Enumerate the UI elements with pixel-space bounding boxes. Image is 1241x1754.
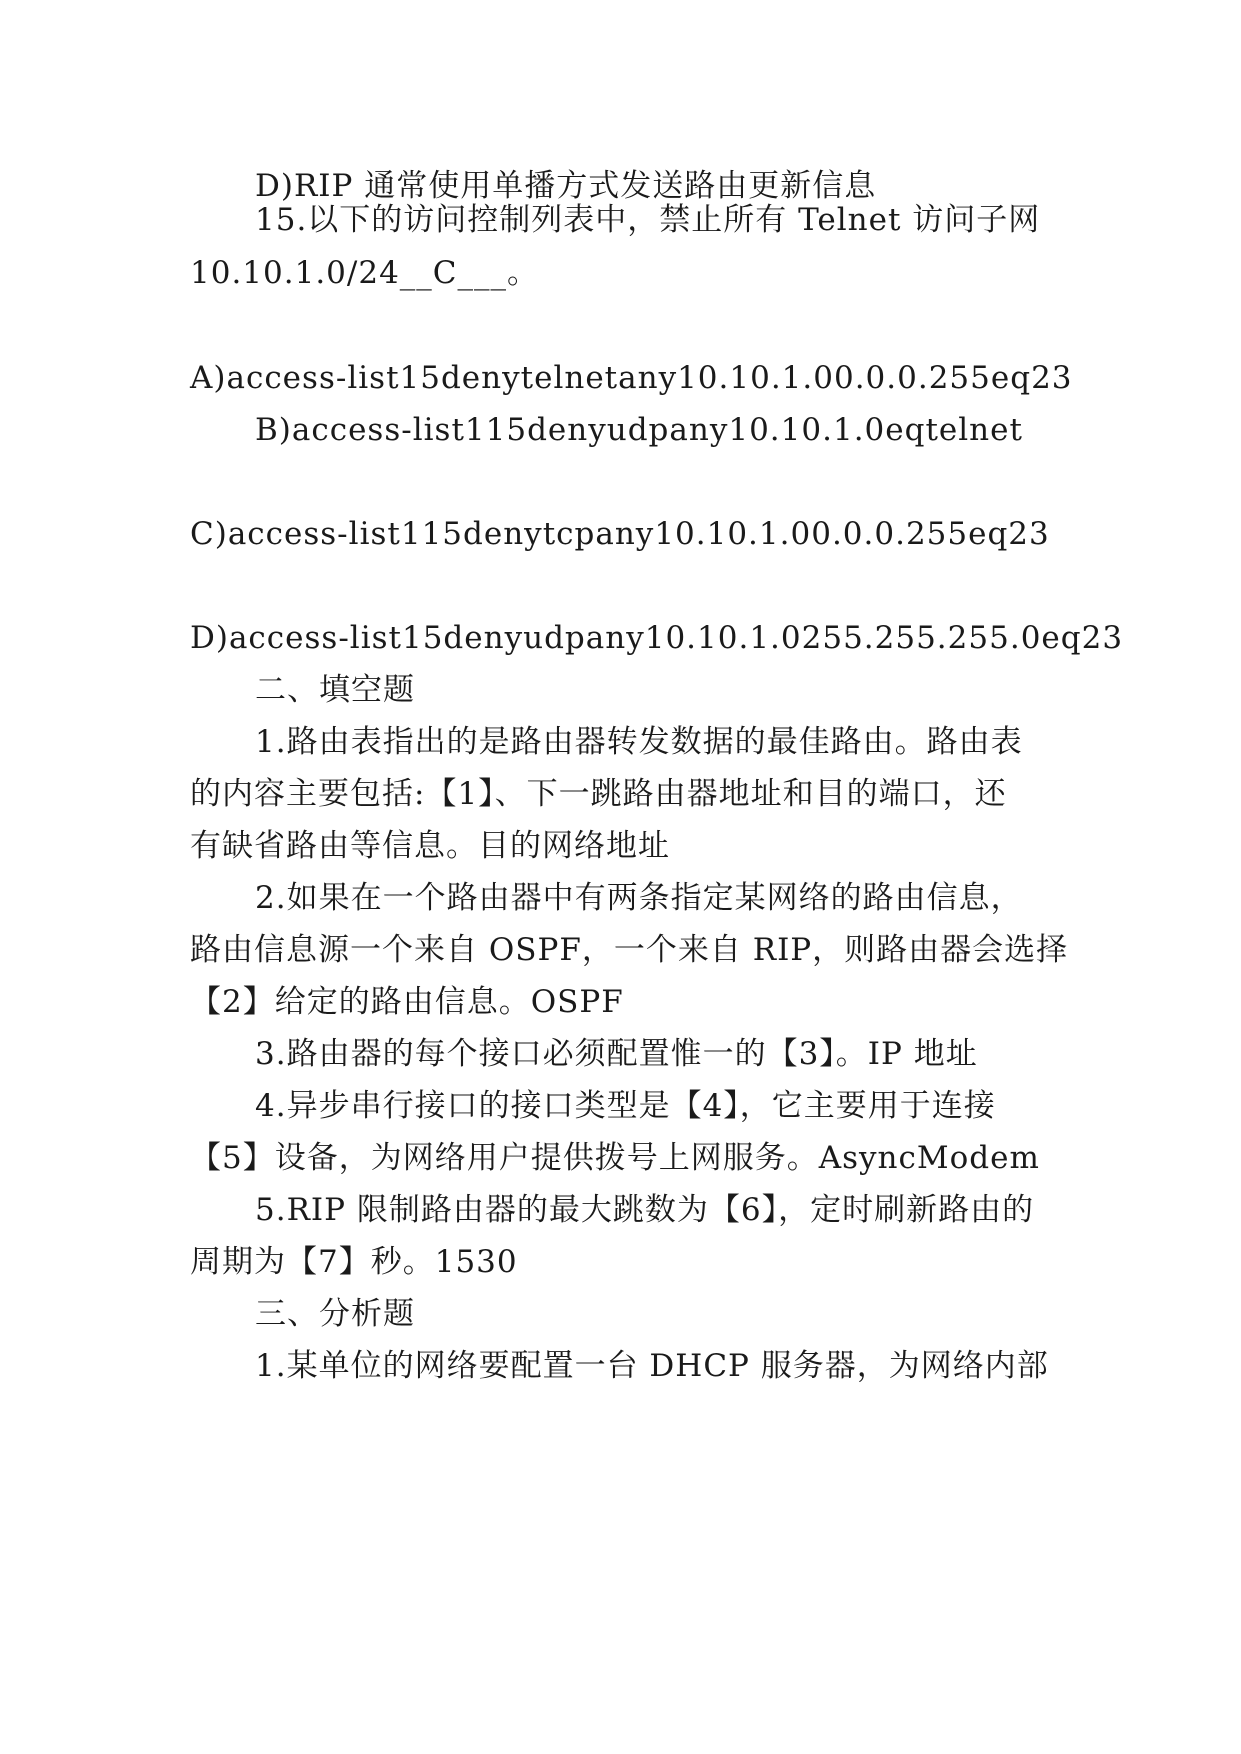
option-a-q15: A)access-list15denytelnetany10.10.1.00.0.0.255eq23	[190, 360, 1073, 396]
fill-q3-line-1: 3.路由器的每个接口必须配置惟一的【3】。IP 地址	[255, 1036, 978, 1072]
option-d-q14: D)RIP 通常使用单播方式发送路由更新信息	[255, 168, 877, 204]
fill-q1-line-1: 1.路由表指出的是路由器转发数据的最佳路由。路由表	[255, 724, 1023, 760]
question-15-line-1: 15.以下的访问控制列表中，禁止所有 Telnet 访问子网	[255, 202, 1041, 238]
fill-q2-line-2: 路由信息源一个来自 OSPF，一个来自 RIP，则路由器会选择	[190, 932, 1069, 968]
fill-q5-line-2: 周期为【7】秒。1530	[190, 1244, 518, 1280]
option-d-q15: D)access-list15denyudpany10.10.1.0255.255.255.0eq23	[190, 620, 1124, 656]
fill-q2-line-3: 【2】给定的路由信息。OSPF	[190, 984, 624, 1020]
section-fill-blank-heading: 二、填空题	[255, 672, 415, 708]
fill-q4-line-1: 4.异步串行接口的接口类型是【4】，它主要用于连接	[255, 1088, 996, 1124]
option-b-q15: B)access-list115denyudpany10.10.1.0eqtelnet	[255, 412, 1023, 448]
fill-q1-line-3: 有缺省路由等信息。目的网络地址	[190, 828, 670, 864]
fill-q2-line-1: 2.如果在一个路由器中有两条指定某网络的路由信息，	[255, 880, 1023, 916]
analysis-q1-line-1: 1.某单位的网络要配置一台 DHCP 服务器，为网络内部	[255, 1348, 1049, 1384]
question-15-line-2: 10.10.1.0/24__C___。	[190, 255, 540, 291]
section-analysis-heading: 三、分析题	[255, 1296, 415, 1332]
option-c-q15: C)access-list115denytcpany10.10.1.00.0.0.255eq23	[190, 516, 1050, 552]
fill-q1-line-2: 的内容主要包括:【1】、下一跳路由器地址和目的端口，还	[190, 776, 1007, 812]
fill-q5-line-1: 5.RIP 限制路由器的最大跳数为【6】，定时刷新路由的	[255, 1192, 1035, 1228]
fill-q4-line-2: 【5】设备，为网络用户提供拨号上网服务。AsyncModem	[190, 1140, 1040, 1176]
